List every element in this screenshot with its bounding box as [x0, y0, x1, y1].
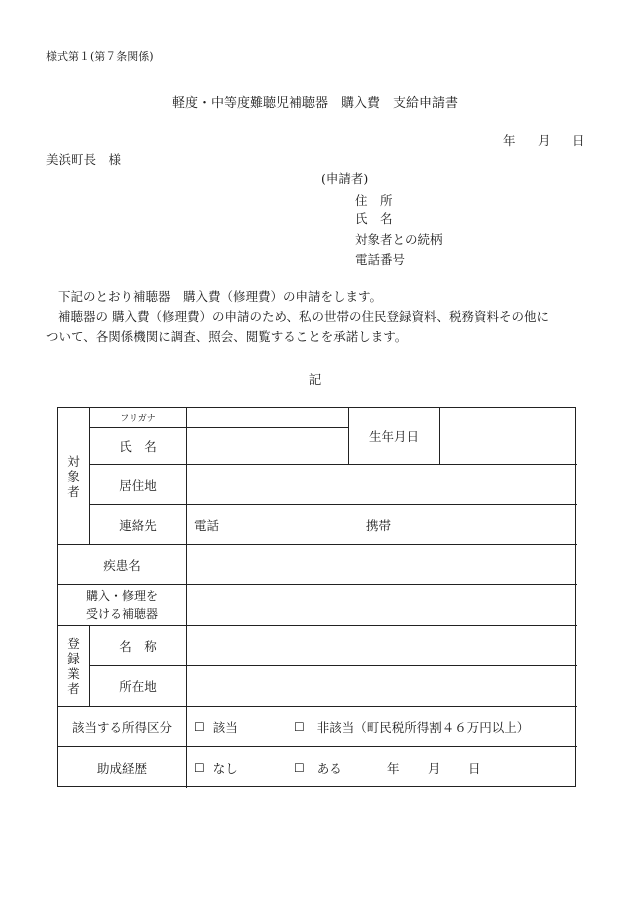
subsidy-history-label: 助成経歴 [96, 760, 147, 776]
residence-field[interactable] [187, 465, 577, 504]
addressee: 美浜町長 様 [46, 152, 122, 167]
history-day-label: 日 [468, 760, 481, 776]
vendor-group-label: 登 録 業 者 [67, 636, 80, 696]
vendor-name-label: 名 称 [119, 638, 157, 654]
history-exists-option[interactable]: ☐ ある [294, 760, 342, 776]
applicant-name-label: 氏 名 [355, 211, 393, 226]
birthdate-label: 生年月日 [368, 429, 419, 444]
consent-statement-line1: 補聴器の 購入費（修理費）の申請のため、私の世帯の住民登録資料、税務資料その他に [58, 309, 549, 324]
ki-heading: 記 [308, 372, 322, 387]
contact-label: 連絡先 [119, 517, 157, 533]
hearing-aid-field[interactable] [187, 585, 577, 625]
vendor-location-field[interactable] [187, 666, 577, 706]
vendor-name-field[interactable] [187, 626, 577, 665]
applicant-address-label: 住 所 [355, 193, 393, 208]
form-number: 様式第１(第７条関係) [46, 50, 154, 63]
checkbox-icon[interactable]: ☐ [194, 760, 205, 775]
phone-label: 電話 [194, 517, 220, 533]
history-year-label: 年 [387, 760, 400, 776]
document-title: 軽度・中等度難聴児補聴器 購入費 支給申請書 [171, 96, 458, 111]
disease-label: 疾患名 [103, 557, 141, 573]
applicant-relation-label: 対象者との続柄 [355, 232, 443, 247]
furigana-field[interactable] [187, 408, 348, 427]
checkbox-icon[interactable]: ☐ [294, 760, 305, 775]
income-applicable-option[interactable]: ☐ 該当 [194, 719, 238, 735]
subject-name-label: 氏 名 [119, 439, 157, 454]
history-month-label: 月 [428, 760, 441, 776]
disease-field[interactable] [187, 545, 577, 584]
applicant-heading: (申請者) [321, 171, 369, 186]
date-day-label: 日 [572, 133, 585, 148]
subject-group-label: 対 象 者 [67, 453, 80, 499]
checkbox-icon[interactable]: ☐ [294, 719, 305, 734]
history-none-option[interactable]: ☐ なし [194, 760, 238, 776]
furigana-label: フリガナ [120, 414, 156, 424]
application-table [57, 407, 576, 787]
consent-statement-line2: ついて、各関係機関に調査、照会、閲覧することを承諾します。 [46, 329, 408, 344]
residence-label: 居住地 [119, 477, 157, 493]
date-month-label: 月 [538, 133, 551, 148]
request-statement: 下記のとおり補聴器 購入費（修理費）の申請をします。 [58, 289, 383, 304]
income-category-label: 該当する所得区分 [71, 719, 172, 735]
subject-name-field[interactable] [187, 428, 348, 464]
hearing-aid-label: 購入・修理を 受ける補聴器 [85, 589, 158, 621]
applicant-phone-label: 電話番号 [355, 252, 406, 267]
income-not-applicable-option[interactable]: ☐ 非該当（町民税所得割４６万円以上） [294, 719, 530, 735]
mobile-label: 携帯 [366, 517, 392, 533]
date-year-label: 年 [503, 133, 516, 148]
checkbox-icon[interactable]: ☐ [194, 719, 205, 734]
vendor-location-label: 所在地 [119, 679, 157, 694]
birthdate-field[interactable] [440, 408, 577, 464]
